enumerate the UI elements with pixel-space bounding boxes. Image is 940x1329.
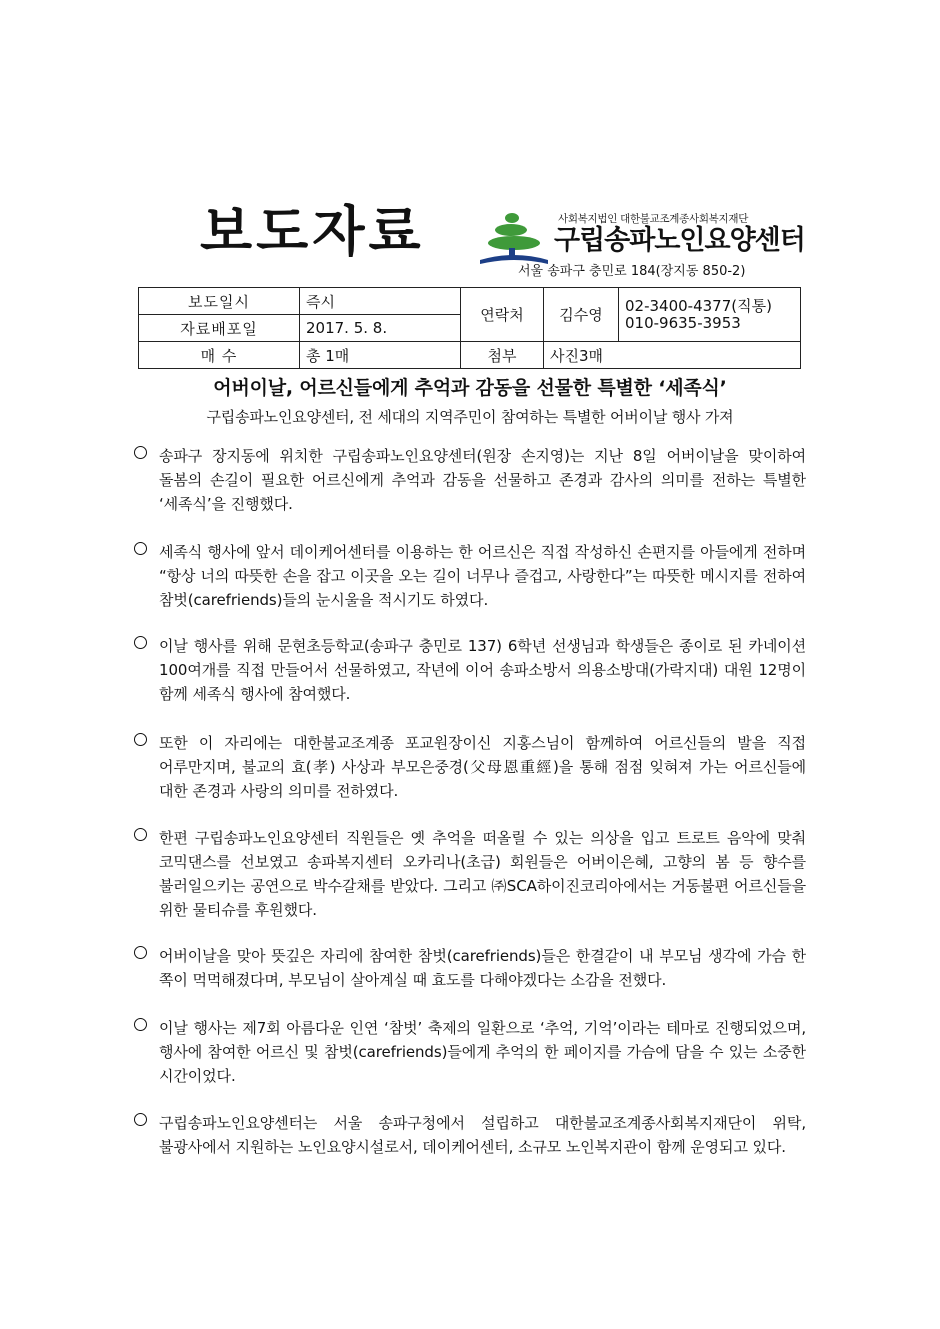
pages-value: 총 1매	[300, 342, 461, 369]
org-address: 서울 송파구 충민로 184(장지동 850-2)	[518, 264, 746, 279]
body-paragraph	[134, 634, 806, 706]
circle-bullet-icon	[134, 946, 147, 959]
body-paragraph	[134, 1016, 806, 1088]
paragraph-text: 또한 이 자리에는 대한불교조계종 포교원장이신 지홍스님이 함께하여 어르신들의 발을 직접 어루만지며, 불교의 효(孝) 사상과 부모은중경(父母恩重經)을 통해 점점 잊혀져 가는 어르신들에 대한 존경과 사랑의 의미를 전하였다.	[159, 734, 806, 800]
subheadline: 구립송파노인요양센터, 전 세대의 지역주민이 참여하는 특별한 어버이날 행사 가져	[206, 408, 734, 426]
circle-bullet-icon	[134, 733, 147, 746]
paragraph-text: 이날 행사를 위해 문현초등학교(송파구 충민로 137) 6학년 선생님과 학생들은 종이로 된 카네이션 100여개를 직접 만들어서 선물하였고, 작년에 이어 송파소방서 의용소방대(가락지대) 대원 12명이 함께 세족식 행사에 참여했다.	[159, 637, 806, 703]
body-paragraph	[134, 826, 806, 922]
circle-bullet-icon	[134, 446, 147, 459]
circle-bullet-icon	[134, 1113, 147, 1126]
circle-bullet-icon	[134, 828, 147, 841]
body-paragraph	[134, 540, 806, 612]
release-info-table	[138, 287, 801, 369]
paragraph-text: 어버이날을 맞아 뜻깊은 자리에 참여한 참벗(carefriends)들은 한결같이 내 부모님 생각에 가슴 한 쪽이 먹먹해졌다며, 부모님이 살아계실 때 효도를 다해야겠다는 소감을 전했다.	[159, 947, 806, 989]
attachment-label: 첨부	[461, 342, 544, 369]
body-paragraph	[134, 731, 806, 803]
circle-bullet-icon	[134, 1018, 147, 1031]
contact-phones	[619, 288, 801, 342]
body-paragraph	[134, 1111, 806, 1159]
paragraph-text: 세족식 행사에 앞서 데이케어센터를 이용하는 한 어르신은 직접 작성하신 손편지를 아들에게 전하며 “항상 너의 따뜻한 손을 잡고 이곳을 오는 길이 너무나 즐겁고, 사랑한다”는 따뜻한 메시지를 전하여 참벗(carefriends)들의 눈시울을 적시기도 하였다.	[159, 543, 806, 609]
contact-phone-mobile: 010-9635-3953	[625, 313, 741, 332]
circle-bullet-icon	[134, 636, 147, 649]
distribution-date-label: 자료배포일	[139, 315, 300, 342]
organization-header	[478, 208, 808, 280]
release-time-value: 즉시	[300, 288, 461, 315]
headline: 어버이날, 어르신들에게 추억과 감동을 선물한 특별한 ‘세족식’	[213, 377, 727, 399]
distribution-date-value: 2017. 5. 8.	[300, 315, 461, 342]
contact-label: 연락처	[461, 288, 544, 342]
press-release-title: 보도자료	[200, 200, 425, 263]
org-name: 구립송파노인요양센터	[554, 225, 805, 256]
body-paragraph	[134, 444, 806, 516]
contact-phone-direct: 02-3400-4377(직통)	[625, 296, 772, 315]
attachment-value: 사진3매	[544, 342, 801, 369]
paragraph-text: 송파구 장지동에 위치한 구립송파노인요양센터(원장 손지영)는 지난 8일 어버이날을 맞이하여 돌봄의 손길이 필요한 어르신에게 추억과 감동을 선물하고 존경과 감사의 의미를 전하는 특별한 ‘세족식’을 진행했다.	[159, 447, 806, 513]
circle-bullet-icon	[134, 542, 147, 555]
pages-label: 매 수	[139, 342, 300, 369]
paragraph-text: 한편 구립송파노인요양센터 직원들은 옛 추억을 떠올릴 수 있는 의상을 입고 트로트 음악에 맞춰 코믹댄스를 선보였고 송파복지센터 오카리나(초급) 회원들은 어버이은혜, 고향의 봄 등 향수를 불러일으키는 공연으로 박수갈채를 받았다. 그리고 ㈜SCA하이진코리아에서는 거동불편 어르신들을 위한 물티슈를 후원했다.	[159, 829, 806, 919]
release-time-label: 보도일시	[139, 288, 300, 315]
paragraph-text: 이날 행사는 제7회 아름다운 인연 ‘참벗’ 축제의 일환으로 ‘추억, 기억’이라는 테마로 진행되었으며, 행사에 참여한 어르신 및 참벗(carefriends)들에게 추억의 한 페이지를 가슴에 담을 수 있는 소중한 시간이었다.	[159, 1019, 806, 1085]
body-paragraph	[134, 944, 806, 992]
contact-name: 김수영	[544, 288, 619, 342]
org-tagline: 사회복지법인 대한불교조계종사회복지재단	[558, 213, 749, 225]
paragraph-text: 구립송파노인요양센터는 서울 송파구청에서 설립하고 대한불교조계종사회복지재단이 위탁, 불광사에서 지원하는 노인요양시설로서, 데이케어센터, 소규모 노인복지관이 함께 운영되고 있다.	[159, 1114, 806, 1156]
